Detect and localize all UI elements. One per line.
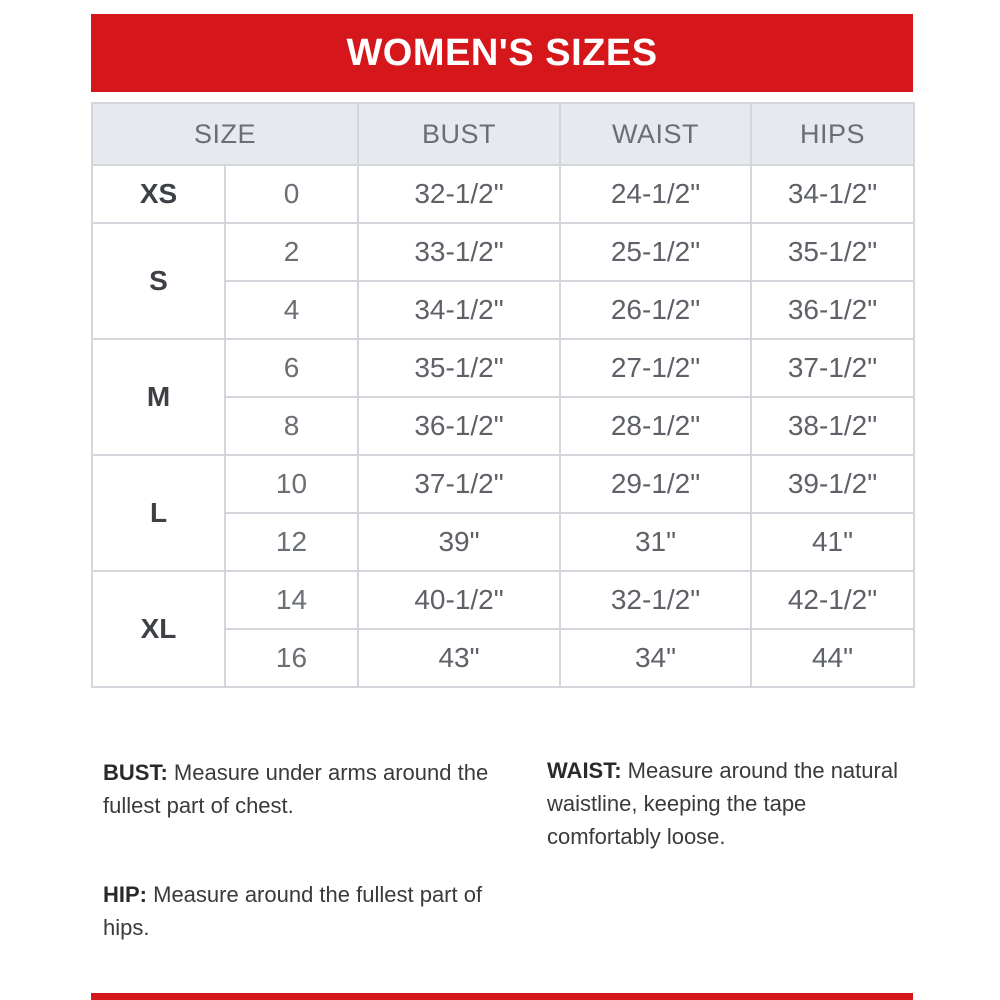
hips-value: 41" xyxy=(751,513,914,571)
table-header-row xyxy=(92,103,914,165)
hips-value: 38-1/2" xyxy=(751,397,914,455)
page-title: WOMEN'S SIZES xyxy=(346,31,658,74)
bust-value: 32-1/2" xyxy=(358,165,560,223)
size-group-label: S xyxy=(92,223,225,339)
size-number: 16 xyxy=(225,629,358,687)
size-group-label: XS xyxy=(92,165,225,223)
size-number: 10 xyxy=(225,455,358,513)
bottom-red-bar xyxy=(91,993,913,1000)
table-row xyxy=(92,571,914,629)
waist-note xyxy=(547,754,917,853)
hip-note-text: Measure around the fullest part of hips. xyxy=(103,882,483,940)
bust-value: 36-1/2" xyxy=(358,397,560,455)
header-size: SIZE xyxy=(92,103,358,165)
bust-value: 34-1/2" xyxy=(358,281,560,339)
waist-note-text: Measure around the natural waistline, keeping the tape comfortably loose. xyxy=(547,758,898,849)
size-group-label: M xyxy=(92,339,225,455)
header-bust: BUST xyxy=(358,103,560,165)
table-row xyxy=(92,339,914,397)
size-number: 4 xyxy=(225,281,358,339)
hips-value: 35-1/2" xyxy=(751,223,914,281)
waist-value: 29-1/2" xyxy=(560,455,751,513)
waist-value: 24-1/2" xyxy=(560,165,751,223)
size-number: 8 xyxy=(225,397,358,455)
waist-value: 34" xyxy=(560,629,751,687)
bust-value: 33-1/2" xyxy=(358,223,560,281)
hips-value: 34-1/2" xyxy=(751,165,914,223)
waist-value: 26-1/2" xyxy=(560,281,751,339)
hips-value: 36-1/2" xyxy=(751,281,914,339)
hips-value: 39-1/2" xyxy=(751,455,914,513)
hips-value: 37-1/2" xyxy=(751,339,914,397)
hip-note-term: HIP: xyxy=(103,882,147,907)
bust-note-term: BUST: xyxy=(103,760,168,785)
bust-value: 35-1/2" xyxy=(358,339,560,397)
bust-value: 43" xyxy=(358,629,560,687)
bust-value: 39" xyxy=(358,513,560,571)
waist-value: 27-1/2" xyxy=(560,339,751,397)
waist-value: 32-1/2" xyxy=(560,571,751,629)
waist-note-term: WAIST: xyxy=(547,758,622,783)
hip-note xyxy=(103,878,523,944)
header-waist: WAIST xyxy=(560,103,751,165)
size-number: 12 xyxy=(225,513,358,571)
waist-value: 31" xyxy=(560,513,751,571)
bust-value: 40-1/2" xyxy=(358,571,560,629)
header-hips: HIPS xyxy=(751,103,914,165)
size-table xyxy=(91,102,915,688)
hips-value: 44" xyxy=(751,629,914,687)
bust-note-text: Measure under arms around the fullest part of chest. xyxy=(103,760,489,818)
size-number: 6 xyxy=(225,339,358,397)
title-banner xyxy=(91,14,913,92)
bust-value: 37-1/2" xyxy=(358,455,560,513)
bust-note xyxy=(103,756,523,822)
size-number: 0 xyxy=(225,165,358,223)
size-number: 14 xyxy=(225,571,358,629)
hips-value: 42-1/2" xyxy=(751,571,914,629)
table-row xyxy=(92,165,914,223)
size-number: 2 xyxy=(225,223,358,281)
table-row xyxy=(92,455,914,513)
size-group-label: XL xyxy=(92,571,225,687)
waist-value: 28-1/2" xyxy=(560,397,751,455)
table-row xyxy=(92,223,914,281)
waist-value: 25-1/2" xyxy=(560,223,751,281)
size-group-label: L xyxy=(92,455,225,571)
